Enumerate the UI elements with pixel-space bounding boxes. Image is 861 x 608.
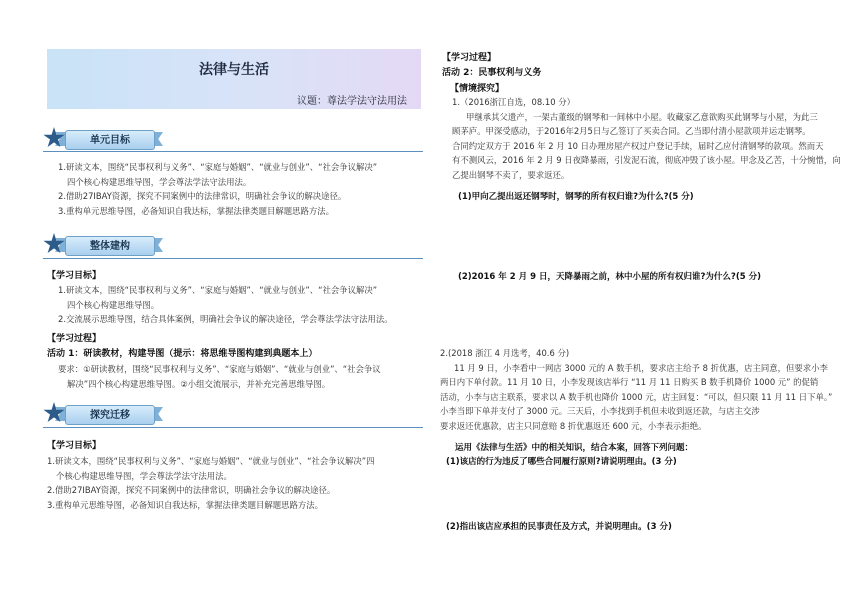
list-item: 3.重构单元思维导图，必备知识自我达标，掌握法律类题目解题思路方法。 bbox=[58, 205, 334, 216]
process-heading: 【学习过程】 bbox=[442, 53, 497, 63]
req-line: 解决”四个核心构建思维导图。②小组交流展示，并补充完善思维导图。 bbox=[67, 378, 331, 389]
divider bbox=[43, 151, 423, 152]
list-item: 2.借助27IBAY资源，探究不同案例中的法律常识，明确社会争议的解决途径。 bbox=[58, 191, 347, 201]
case-line: 小李当即下单并支付了 3000 元。三天后，小李找到手机但未收到返还款，与店主交涉 bbox=[440, 406, 760, 416]
list-item: 四个核心构建思维导图。 bbox=[67, 299, 160, 310]
section-header-explore bbox=[43, 402, 173, 426]
case2-question-2: (2)指出该店应承担的民事责任及方式，并说明理由。(3 分) bbox=[446, 522, 672, 532]
case-source: 1.（2016浙江自选，08.10 分） bbox=[452, 97, 575, 107]
section-header-overall bbox=[43, 233, 173, 257]
case-line: 两日内下单付款。11 月 10 日，小李发现该店举行 “11 月 11 日购买 B 数手机降价 1000 元” 的促销 bbox=[440, 377, 819, 387]
case-line: 乙提出钢琴不卖了，要求返还。 bbox=[452, 169, 570, 180]
section-label: 整体建构 bbox=[90, 241, 130, 252]
case-line: 要求返还优惠款，店主只同意赔 8 折优惠返还 600 元，小李表示拒绝。 bbox=[440, 420, 707, 431]
list-item: 3.重构单元思维导图，必备知识自我达标，掌握法律类题目解题思路方法。 bbox=[47, 499, 323, 510]
case2-instruction: 运用《法律与生活》中的相关知识，结合本案，回答下列问题： bbox=[455, 443, 694, 453]
list-item: 2.交流展示思维导图，结合具体案例，明确社会争议的解决途径，学会尊法学法守法用法。 bbox=[58, 314, 393, 324]
case-2 bbox=[440, 346, 840, 433]
case-line: 11 月 9 日，小李看中一网店 3000 元的 A 数手机，要求店主给予 8 折优惠，店主同意，但要求小李 bbox=[454, 362, 828, 373]
case-line: 甲继承其父遗产，一架古董级的钢琴和一间林中小屋。收藏家乙意欲购买此钢琴与小屋，为此三 bbox=[466, 111, 818, 122]
divider bbox=[43, 427, 423, 428]
list-item: 2.借助27IBAY资源，探究不同案例中的法律常识，明确社会争议的解决途径。 bbox=[47, 485, 336, 495]
case2-question-1: (1)该店的行为违反了哪些合同履行原则?请说明理由。(3 分) bbox=[446, 457, 677, 467]
unit-goal-list bbox=[58, 160, 428, 218]
overall-goal-list bbox=[58, 283, 428, 327]
requirement-text bbox=[58, 362, 428, 391]
goal-heading: 【学习目标】 bbox=[47, 271, 102, 281]
title-banner bbox=[47, 49, 421, 109]
case-line: 有不测风云，2016 年 2 月 9 日夜降暴雨，引发泥石流，彻底冲毁了该小屋。甲念及乙苦，十分惋惜，向 bbox=[452, 155, 841, 165]
activity-2: 活动 2：民事权利与义务 bbox=[442, 68, 542, 78]
list-item: 1.研读文本，围绕“民事权利与义务”、“家庭与婚姻”、“就业与创业”、“社会争议解决” bbox=[58, 162, 378, 172]
topic-subtitle: 议题：尊法学法守法用法 bbox=[297, 96, 407, 107]
divider bbox=[43, 258, 423, 259]
case-line: 活动，小李与店主联系，要求以 A 数手机也降价 1000 元，店主回复：“可以，但只限 11 月 11 日下单。” bbox=[440, 391, 833, 402]
list-item: 1.研读文本，围绕“民事权利与义务”、“家庭与婚姻”、“就业与创业”、“社会争议解决”四 bbox=[47, 456, 375, 466]
section-label: 单元目标 bbox=[90, 135, 130, 146]
page-title: 法律与生活 bbox=[199, 62, 269, 78]
activity-1: 活动 1：研读教材，构建导图（提示：将思维导图构建到典题本上） bbox=[47, 349, 318, 359]
goal-heading: 【学习目标】 bbox=[47, 441, 102, 451]
case-1 bbox=[452, 95, 842, 182]
case1-question-2: (2)2016 年 2 月 9 日，天降暴雨之前，林中小屋的所有权归谁?为什么?(5 分) bbox=[458, 272, 761, 282]
case1-question-1: (1)甲向乙提出返还钢琴时，钢琴的所有权归谁?为什么?(5 分) bbox=[458, 192, 694, 202]
case-line: 合同约定双方于 2016 年 2 月 10 日办理房屋产权过户登记手续，届时乙应付清钢琴的款项。然而天 bbox=[452, 140, 824, 151]
case-line: 顾茅庐。甲深受感动，于2016年2月5日与乙签订了买卖合同。乙当即付清小屋款项并运走钢琴。 bbox=[452, 126, 811, 136]
case-source: 2.(2018 浙江 4 月选考，40.6 分) bbox=[440, 348, 570, 358]
process-heading: 【学习过程】 bbox=[47, 334, 102, 344]
req-line: 要求：①研读教材，围绕“民事权利与义务”、“家庭与婚姻”、“就业与创业”、“社会争议 bbox=[58, 364, 381, 374]
list-item: 1.研读文本，围绕“民事权利与义务”、“家庭与婚姻”、“就业与创业”、“社会争议解决” bbox=[58, 285, 378, 295]
section-label: 探究迁移 bbox=[90, 410, 130, 421]
section-header-unit-goal bbox=[43, 127, 173, 151]
scene-heading: 【情境探究】 bbox=[450, 84, 505, 94]
explore-goal-list bbox=[47, 454, 432, 512]
list-item: 个核心构建思维导图，学会尊法学法守法用法。 bbox=[56, 470, 232, 481]
list-item: 四个核心构建思维导图，学会尊法学法守法用法。 bbox=[67, 176, 252, 187]
